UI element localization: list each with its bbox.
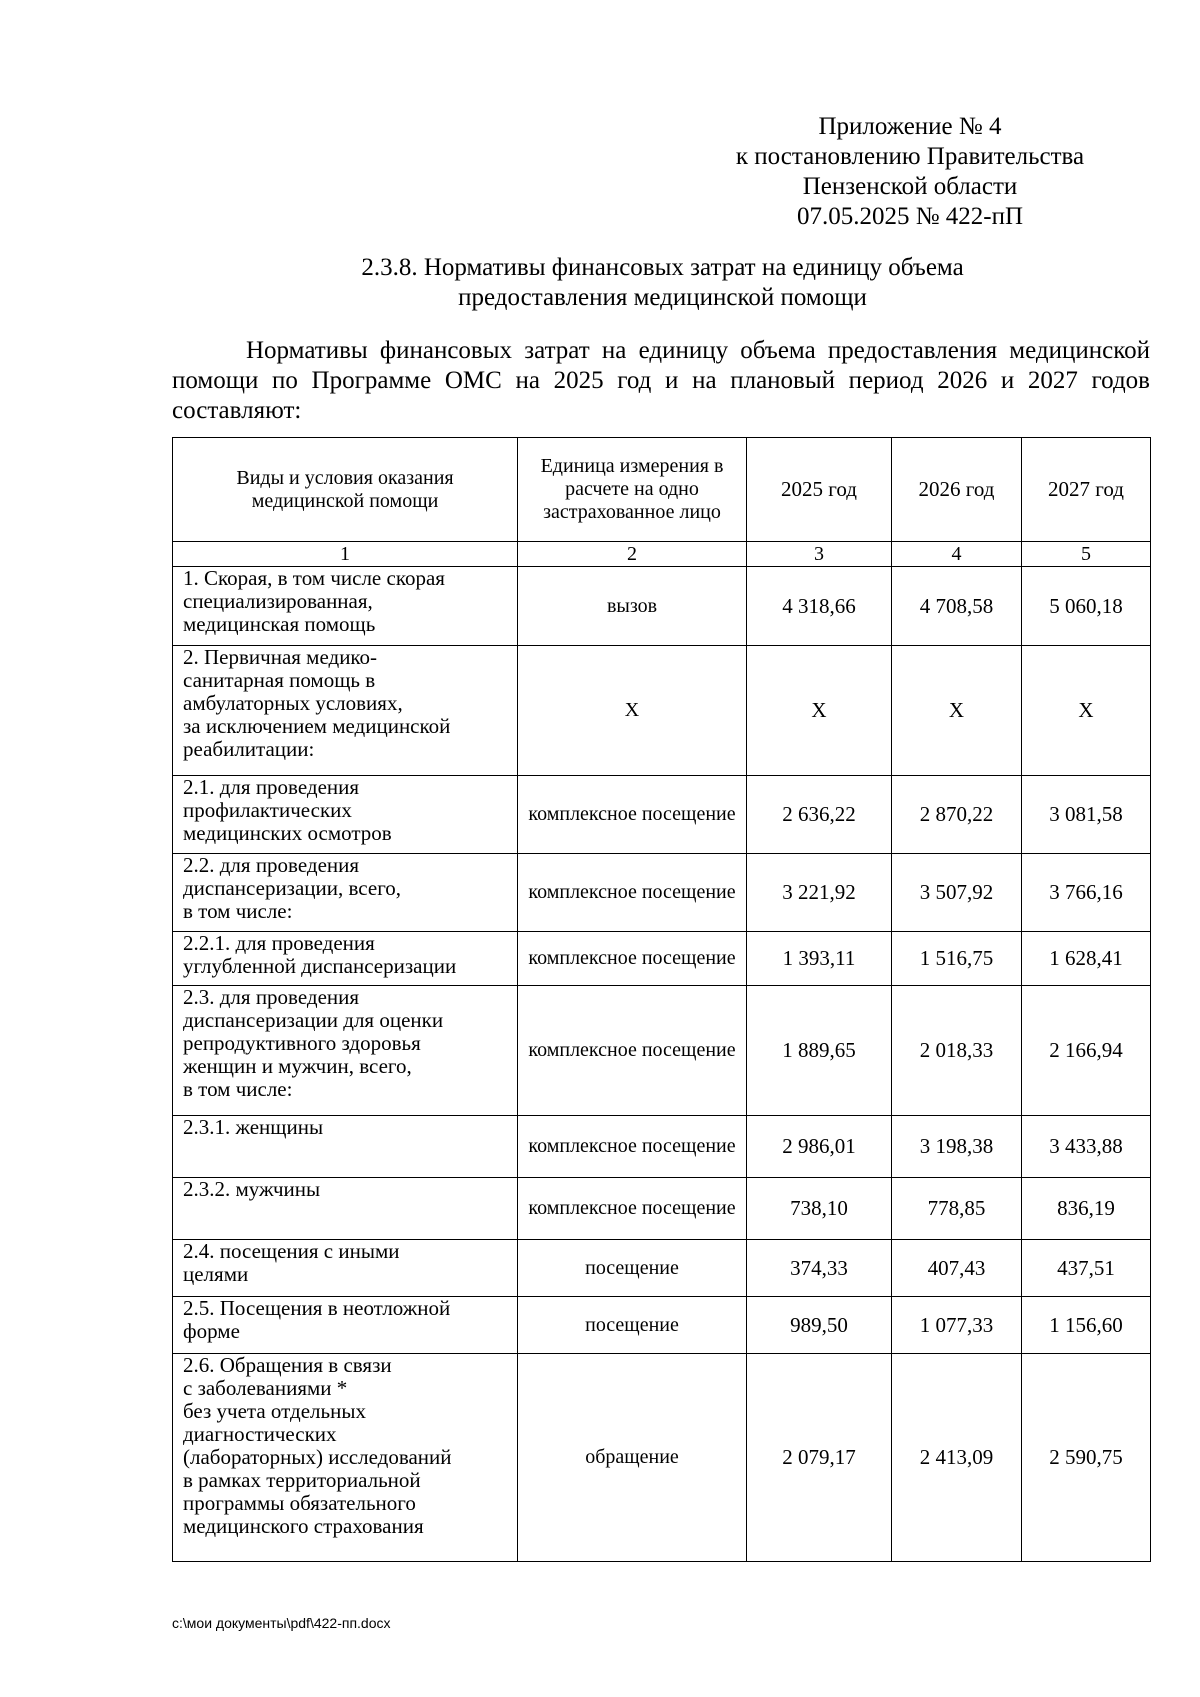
table-row xyxy=(173,646,1151,776)
row-unit: комплексное посещение xyxy=(518,986,747,1116)
row-value-2027: Х xyxy=(1022,646,1151,776)
row-value-2026: 3 507,92 xyxy=(892,854,1022,932)
section-title-line2: предоставления медицинской помощи xyxy=(458,284,867,311)
row-name: 1. Скорая, в том числе скорая специализированная, медицинская помощь xyxy=(173,567,518,646)
row-name: 2.2.1. для проведения углубленной диспансеризации xyxy=(173,932,518,986)
row-unit: посещение xyxy=(518,1297,747,1354)
row-value-2026: 2 413,09 xyxy=(892,1354,1022,1562)
appendix-region: Пензенской области xyxy=(802,173,1018,200)
row-value-2026: 1 516,75 xyxy=(892,932,1022,986)
row-value-2025: 2 636,22 xyxy=(747,776,892,854)
row-unit: вызов xyxy=(518,567,747,646)
table-row xyxy=(173,776,1151,854)
column-number-row xyxy=(173,542,1151,567)
row-value-2026: 2 870,22 xyxy=(892,776,1022,854)
header-kind: Виды и условия оказания медицинской помощи xyxy=(173,438,518,542)
appendix-number: Приложение № 4 xyxy=(818,113,1002,140)
row-value-2027: 1 628,41 xyxy=(1022,932,1151,986)
row-unit: Х xyxy=(518,646,747,776)
table-row xyxy=(173,1297,1151,1354)
row-value-2025: 3 221,92 xyxy=(747,854,892,932)
row-value-2026: 407,43 xyxy=(892,1240,1022,1297)
section-title-line1: 2.3.8. Нормативы финансовых затрат на единицу объема xyxy=(361,254,964,281)
row-value-2025: 374,33 xyxy=(747,1240,892,1297)
table-row xyxy=(173,1178,1151,1240)
header-2025: 2025 год xyxy=(747,438,892,542)
row-name: 2.3.2. мужчины xyxy=(173,1178,518,1240)
row-unit: комплексное посещение xyxy=(518,854,747,932)
row-name: 2.3.1. женщины xyxy=(173,1116,518,1178)
row-value-2027: 5 060,18 xyxy=(1022,567,1151,646)
row-value-2025: 1 393,11 xyxy=(747,932,892,986)
row-name: 2.2. для проведения диспансеризации, всего, в том числе: xyxy=(173,854,518,932)
col-number: 3 xyxy=(747,542,892,567)
table-row xyxy=(173,1116,1151,1178)
intro-paragraph: Нормативы финансовых затрат на единицу объема предоставления медицинской помощи по Программе ОМС на 2025 год и на плановый период 2026 и 2027 годов составляют: xyxy=(172,337,1150,424)
table-row xyxy=(173,1354,1151,1562)
table-row xyxy=(173,854,1151,932)
row-value-2025: 1 889,65 xyxy=(747,986,892,1116)
table-row xyxy=(173,1240,1151,1297)
row-value-2025: 738,10 xyxy=(747,1178,892,1240)
row-value-2026: 4 708,58 xyxy=(892,567,1022,646)
row-unit: комплексное посещение xyxy=(518,1116,747,1178)
table-row xyxy=(173,932,1151,986)
col-number: 2 xyxy=(518,542,747,567)
row-value-2025: 989,50 xyxy=(747,1297,892,1354)
row-value-2027: 3 081,58 xyxy=(1022,776,1151,854)
row-value-2027: 836,19 xyxy=(1022,1178,1151,1240)
row-value-2025: 2 986,01 xyxy=(747,1116,892,1178)
row-value-2026: Х xyxy=(892,646,1022,776)
row-value-2027: 437,51 xyxy=(1022,1240,1151,1297)
col-number: 4 xyxy=(892,542,1022,567)
file-path-footer: c:\мои документы\pdf\422-пп.docx xyxy=(172,1615,391,1631)
row-unit: комплексное посещение xyxy=(518,932,747,986)
row-unit: комплексное посещение xyxy=(518,776,747,854)
row-name: 2.5. Посещения в неотложной форме xyxy=(173,1297,518,1354)
header-2027: 2027 год xyxy=(1022,438,1151,542)
row-value-2026: 778,85 xyxy=(892,1178,1022,1240)
row-value-2026: 1 077,33 xyxy=(892,1297,1022,1354)
col-number: 1 xyxy=(173,542,518,567)
row-name: 2.3. для проведения диспансеризации для оценки репродуктивного здоровья женщин и мужчин, всего, в том числе: xyxy=(173,986,518,1116)
appendix-header xyxy=(700,112,1120,232)
row-value-2025: Х xyxy=(747,646,892,776)
col-number: 5 xyxy=(1022,542,1151,567)
row-value-2027: 3 433,88 xyxy=(1022,1116,1151,1178)
appendix-resolution: к постановлению Правительства xyxy=(735,143,1085,170)
header-unit: Единица измерения в расчете на одно застрахованное лицо xyxy=(518,438,747,542)
row-name: 2. Первичная медико- санитарная помощь в амбулаторных условиях, за исключением медицинской реабилитации: xyxy=(173,646,518,776)
table-row xyxy=(173,567,1151,646)
row-value-2027: 1 156,60 xyxy=(1022,1297,1151,1354)
row-unit: комплексное посещение xyxy=(518,1178,747,1240)
row-value-2026: 3 198,38 xyxy=(892,1116,1022,1178)
header-2026: 2026 год xyxy=(892,438,1022,542)
row-unit: обращение xyxy=(518,1354,747,1562)
table-header-row xyxy=(173,438,1151,542)
row-value-2026: 2 018,33 xyxy=(892,986,1022,1116)
section-title xyxy=(170,253,1155,313)
table-row xyxy=(173,986,1151,1116)
row-value-2025: 2 079,17 xyxy=(747,1354,892,1562)
row-name: 2.6. Обращения в связи с заболеваниями * без учета отдельных диагностических (лабораторных) исследований в рамках территориальной программы обязательного медицинского страхования xyxy=(173,1354,518,1562)
row-name: 2.4. посещения с иными целями xyxy=(173,1240,518,1297)
row-value-2027: 2 590,75 xyxy=(1022,1354,1151,1562)
row-name: 2.1. для проведения профилактических медицинских осмотров xyxy=(173,776,518,854)
row-value-2027: 3 766,16 xyxy=(1022,854,1151,932)
row-value-2027: 2 166,94 xyxy=(1022,986,1151,1116)
row-value-2025: 4 318,66 xyxy=(747,567,892,646)
appendix-date: 07.05.2025 № 422-пП xyxy=(796,203,1024,230)
row-unit: посещение xyxy=(518,1240,747,1297)
norms-table xyxy=(172,437,1151,1562)
